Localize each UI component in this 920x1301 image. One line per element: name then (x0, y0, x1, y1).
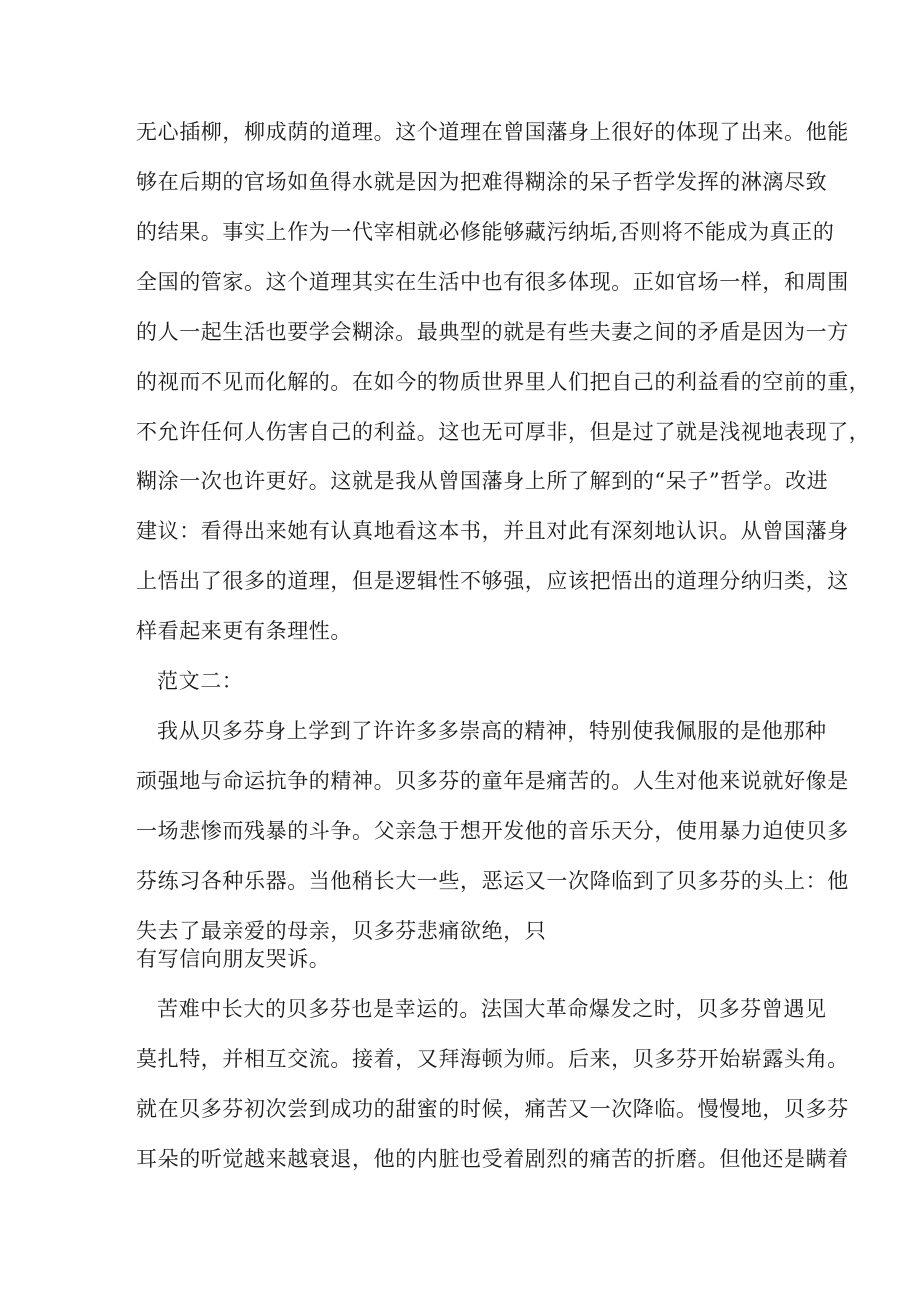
text-line: 芬练习各种乐器。当他稍长大一些，恶运又一次降临到了贝多芬的头上：他 (136, 869, 849, 893)
text-line: 一场悲惨而残暴的斗争。父亲急于想开发他的音乐天分，使用暴力迫使贝多 (136, 819, 849, 843)
text-line: 的视而不见而化解的。在如今的物质世界里人们把自己的利益看的空前的重， (136, 370, 871, 394)
text-line: 有写信向朋友哭诉。 (136, 947, 331, 971)
text-line: 上悟出了很多的道理，但是逻辑性不够强，应该把悟出的道理分纳归类，这 (136, 569, 849, 593)
text-line: 样看起来更有条理性。 (136, 619, 352, 643)
text-line: 顽强地与命运抗争的精神。贝多芬的童年是痛苦的。人生对他来说就好像是 (136, 769, 849, 793)
text-line: 的结果。事实上作为一代宰相就必修能够藏污纳垢,否则将不能成为真正的 (136, 220, 835, 244)
text-line: 耳朵的听觉越来越衰退，他的内脏也受着剧烈的痛苦的折磨。但他还是瞒着 (136, 1147, 849, 1171)
text-line: 我从贝多芬身上学到了许许多多崇高的精神，特别使我佩服的是他那种 (157, 719, 827, 743)
text-line: 够在后期的官场如鱼得水就是因为把难得糊涂的呆子哲学发挥的淋漓尽致 (136, 170, 828, 194)
text-line: 莫扎特，并相互交流。接着，又拜海顿为师。后来，贝多芬开始崭露头角。 (136, 1047, 849, 1071)
text-line: 不允许任何人伤害自己的利益。这也无可厚非，但是过了就是浅视地表现了， (136, 420, 871, 444)
text-line: 建议：看得出来她有认真地看这本书，并且对此有深刻地认识。从曾国藩身 (136, 519, 849, 543)
text-line: 无心插柳，柳成荫的道理。这个道理在曾国藩身上很好的体现了出来。他能 (136, 120, 849, 144)
text-line: 就在贝多芬初次尝到成功的甜蜜的时候，痛苦又一次降临。慢慢地，贝多芬 (136, 1097, 849, 1121)
section-heading: 范文二： (157, 669, 244, 693)
text-line: 的人一起生活也要学会糊涂。最典型的就是有些夫妻之间的矛盾是因为一方 (136, 320, 849, 344)
text-line: 失去了最亲爱的母亲，贝多芬悲痛欲绝，只 (136, 919, 547, 943)
text-line: 全国的管家。这个道理其实在生活中也有很多体现。正如官场一样，和周围 (136, 270, 849, 294)
text-line: 糊涂一次也许更好。这就是我从曾国藩身上所了解到的“呆子”哲学。改进 (136, 469, 829, 493)
text-line: 苦难中长大的贝多芬也是幸运的。法国大革命爆发之时，贝多芬曾遇见 (157, 997, 827, 1021)
